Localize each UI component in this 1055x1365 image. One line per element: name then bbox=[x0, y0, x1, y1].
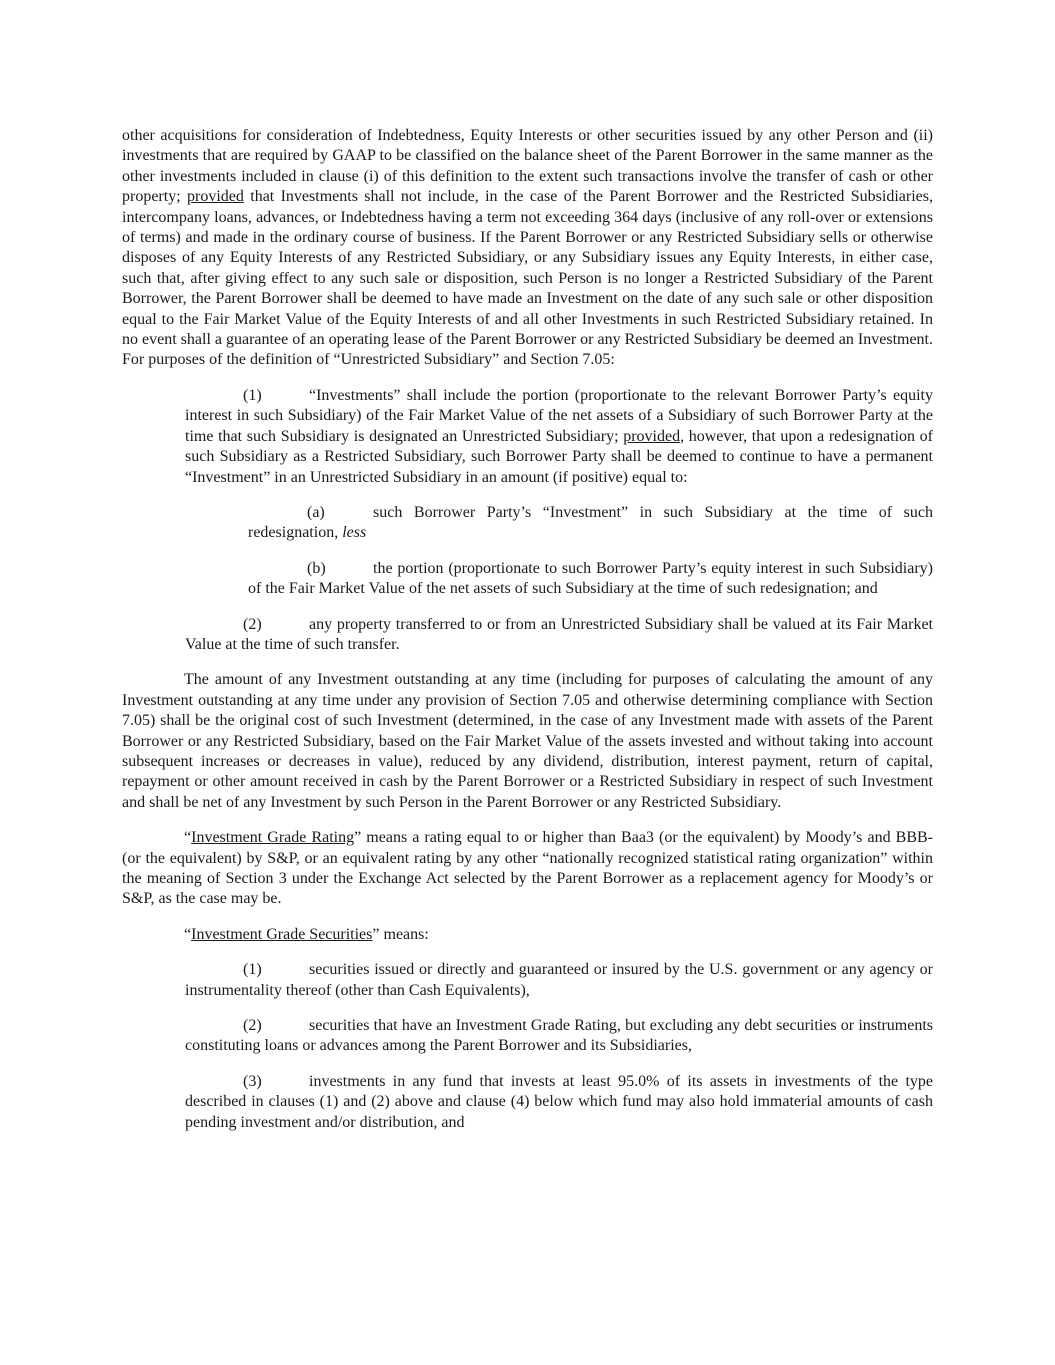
list-number: (1) bbox=[243, 386, 262, 404]
document-body bbox=[122, 126, 933, 1133]
list-paragraph bbox=[248, 559, 933, 600]
text-run: provided bbox=[623, 427, 681, 445]
text-run: less bbox=[342, 524, 367, 542]
list-number: (3) bbox=[243, 1072, 262, 1090]
text-run: The amount of any Investment outstanding at any time (including for purposes of calculating the amount of any Investment outstanding at any time under any provision of Section 7.05 and otherwise determining compliance with Section 7.05) shall be the original cost of such Investment (determined, in the case of any Investment made with assets of the Parent Borrower or any Restricted Subsidiary, based on the Fair Market Value of the assets invested and without taking into account subsequent increases or decreases in value), reduced by any dividend, distribution, interest payment, return of capital, repayment or other amount received in cash by the Parent Borrower or a Restricted Subsidiary in respect of such Investment and shall be net of any Investment by such Person in the Parent Borrower or any Restricted Subsidiary. bbox=[122, 671, 933, 811]
text-run: securities issued or directly and guaranteed or insured by the U.S. government or any agency or instrumentality thereof (other than Cash Equivalents), bbox=[185, 961, 933, 999]
text-run: investments in any fund that invests at least 95.0% of its assets in investments of the type described in clauses (1) and (2) above and clause (4) below which fund may also hold immaterial amounts of cash pending investment and/or distribution, and bbox=[185, 1072, 933, 1131]
list-number: (2) bbox=[243, 1017, 262, 1035]
text-run: “Investments” shall include the portion (proportionate to the relevant Borrower Party’s equity interest in such Subsidiary) of the Fair Market Value of the net assets of a Subsidiary of such Borrower Party at the time that such Subsidiary is designated an Unrestricted Subsidiary; bbox=[185, 386, 933, 445]
text-run: such Borrower Party’s “Investment” in such Subsidiary at the time of such redesignation, bbox=[248, 503, 933, 542]
list-paragraph bbox=[185, 960, 933, 1001]
list-number: (a) bbox=[307, 503, 325, 521]
text-run: “ bbox=[184, 925, 192, 943]
text-run: securities that have an Investment Grade Rating, but excluding any debt securities or instruments constituting loans or advances among the Parent Borrower and its Subsidiaries, bbox=[185, 1017, 933, 1055]
paragraph bbox=[122, 670, 933, 813]
list-number: (2) bbox=[243, 615, 262, 633]
text-run: any property transferred to or from an Unrestricted Subsidiary shall be valued at its Fair Market Value at the time of such transfer. bbox=[185, 615, 933, 653]
text-run: Investment Grade Securities bbox=[191, 925, 373, 943]
list-paragraph bbox=[185, 386, 933, 488]
text-run: , however, that upon a redesignation of such Subsidiary as a Restricted Subsidiary, such Borrower Party shall be deemed to continue to have a permanent “Investment” in an Unrestricted Subsidiary in an amount (if positive) equal to: bbox=[185, 427, 934, 486]
text-run: ” means a rating equal to or higher than Baa3 (or the equivalent) by Moody’s and BBB- (or the equivalent) by S&P, or an equivalent rating by any other “nationally recognized statistical rating organization” within the meaning of Section 3 under the Exchange Act selected by the Parent Borrower as a replacement agency for Moody’s or S&P, as the case may be. bbox=[122, 829, 933, 908]
text-run: provided bbox=[187, 188, 244, 206]
text-run: that Investments shall not include, in the case of the Parent Borrower and the Restricted Subsidiaries, intercompany loans, advances, or Indebtedness having a term not exceeding 364 days (inclusive of any roll-over or extensions of terms) and made in the ordinary course of business. If the Parent Borrower or any Restricted Subsidiary sells or otherwise disposes of any Equity Interests of any Restricted Subsidiary, or any Subsidiary issues any Equity Interests, in either case, such that, after giving effect to any such sale or disposition, such Person is no longer a Restricted Subsidiary of the Parent Borrower, the Parent Borrower shall be deemed to have made an Investment on the date of any such sale or other disposition equal to the Fair Market Value of the Equity Interests of and all other Investments in such Restricted Subsidiary retained. In no event shall a guarantee of an operating lease of the Parent Borrower or any Restricted Subsidiary be deemed an Investment. For purposes of the definition of “Unrestricted Subsidiary” and Section 7.05: bbox=[122, 188, 934, 369]
text-run: “ bbox=[184, 829, 192, 847]
list-number: (1) bbox=[243, 961, 262, 979]
paragraph bbox=[122, 828, 933, 910]
list-paragraph bbox=[248, 503, 933, 544]
text-run: the portion (proportionate to such Borrower Party’s equity interest in such Subsidiary) of the Fair Market Value of the net assets of such Subsidiary at the time of such redesignation; and bbox=[248, 559, 933, 598]
list-paragraph bbox=[185, 1016, 933, 1057]
list-paragraph bbox=[185, 1072, 933, 1133]
text-run: ” means: bbox=[372, 925, 429, 943]
list-number: (b) bbox=[307, 559, 326, 577]
paragraph bbox=[122, 126, 933, 371]
list-paragraph bbox=[185, 615, 933, 656]
text-run: other acquisitions for consideration of Indebtedness, Equity Interests or other securities issued by any other Person and (ii) investments that are required by GAAP to be classified on the balance sheet of the Parent Borrower in the same manner as the other investments included in clause (i) of this definition to the extent such transactions involve the transfer of cash or other property; bbox=[122, 127, 933, 206]
text-run: Investment Grade Rating bbox=[191, 829, 355, 847]
paragraph bbox=[122, 925, 933, 945]
